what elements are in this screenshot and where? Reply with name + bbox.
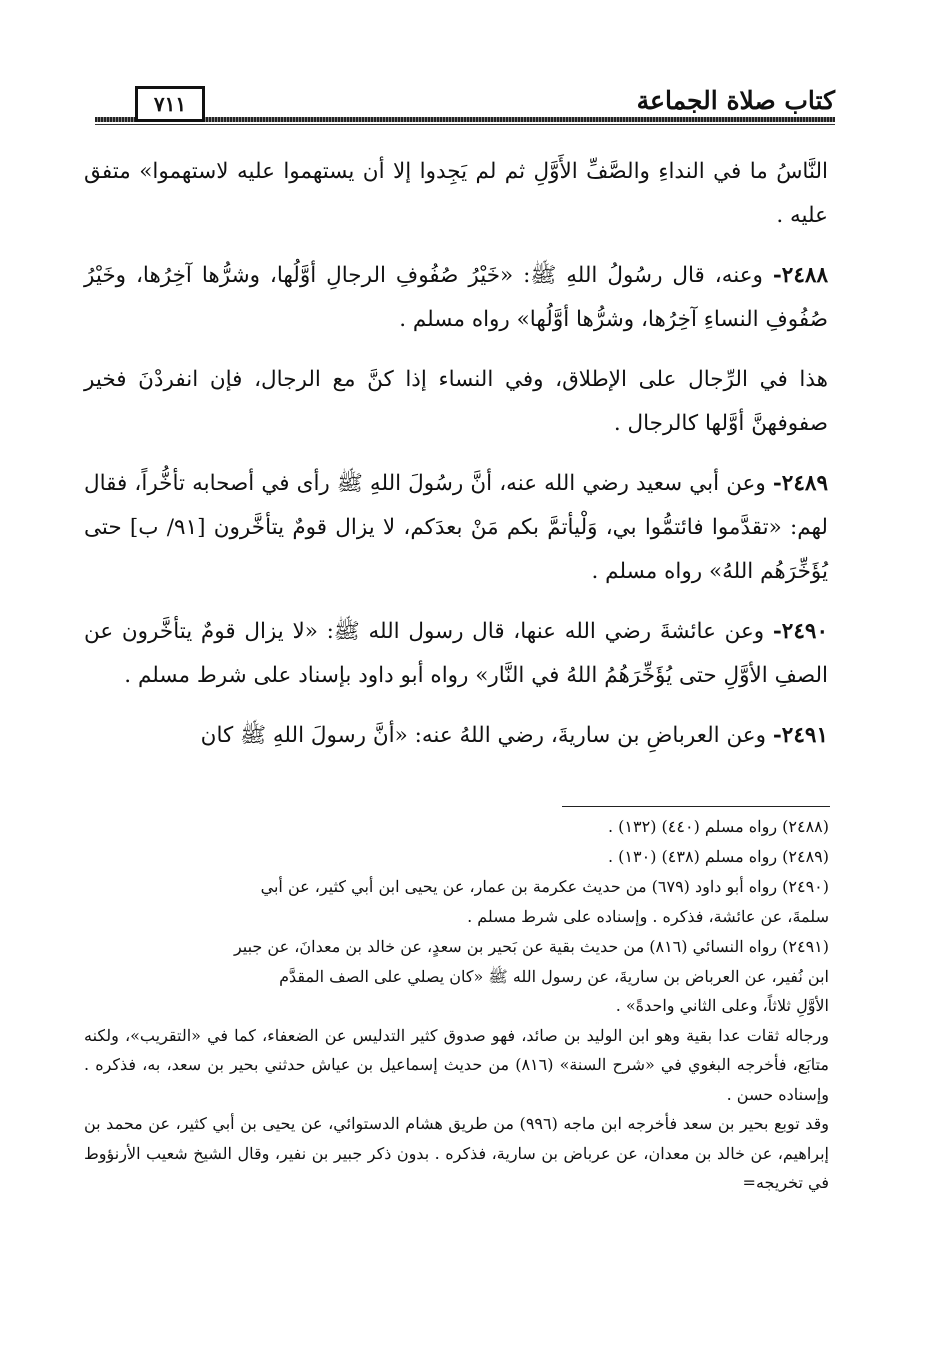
paragraph-2489 (84, 462, 828, 594)
main-text (84, 150, 828, 774)
paragraph-1: النَّاسُ ما في النداءِ والصَّفِّ الأَوَّلِ ثم لم يَجِدوا إلا أن يستهموا عليه لاستهموا» متفق عليه . (84, 159, 828, 228)
footnote-2491-cont-2: الأوَّلِ ثلاثاً، وعلى الثاني واحدةً» . (615, 996, 829, 1015)
footnote-2491-cont-3: ورجاله ثقات عدا بقية وهو ابن الوليد بن صائد، فهو صدوق كثير التدليس عن الضعفاء، كما في «التقريب»، ولكنه متابَع، فأخرجه البغوي في «شرح السنة» (٨١٦) من حديث إسماعيل بن عياش حدثني بحير بن سعد، به، فذكره . وإسناده حسن . (84, 1025, 829, 1104)
footnote-2490: (٢٤٩٠) رواه أبو داود (٦٧٩) من حديث عكرمة بن عمار، عن يحيى ابن أبي كثير، عن أبي (260, 877, 829, 896)
running-header (95, 86, 835, 126)
hadith-text: وعن عائشةَ رضي الله عنها، قال رسول الله ﷺ: «لا يزال قومٌ يتأخَّرون عن الصفِ الأوَّلِ حتى يُؤَخِّرَهُمُ اللهُ في النَّار» رواه أبو داود بإسناد على شرط مسلم . (84, 619, 828, 688)
chapter-title: كتاب صلاة الجماعة (636, 86, 835, 115)
header-rule (95, 117, 835, 122)
hadith-number: ٢٤٨٨- (772, 263, 828, 288)
footnotes (84, 812, 829, 1198)
hadith-number: ٢٤٨٩- (772, 471, 828, 496)
page-number: ٧١١ (135, 86, 205, 122)
footnote-2491-cont-4: وقد توبع بحير بن سعد فأخرجه ابن ماجه (٩٩٦) من طريق هشام الدستوائي، عن يحيى بن أبي كثير، عن محمد بن إبراهيم، عن خالد بن معدان، عن عرباض بن سارية، فذكره . بدون ذكر جبير بن نفير، وقال الشيخ شعيب الأرنؤوط في تخريجه= (84, 1114, 830, 1192)
header-rule-thin (95, 124, 835, 125)
footnote-2491: (٢٤٩١) رواه النسائي (٨١٦) من حديث بقية عن بَحير بن سعدٍ، عن خالد بن معدانَ، عن جبير (233, 936, 829, 956)
hadith-number: ٢٤٩٠- (772, 619, 828, 644)
footnote-2491-cont-1: ابن نُفير، عن العرباض بن ساريةَ، عن رسول الله ﷺ «كان يصلي على الصف المقدَّم (279, 966, 829, 986)
hadith-text: وعن أبي سعيد رضي الله عنه، أنَّ رسُولَ اللهِ ﷺ رأى في أصحابه تأخُّراً، فقال لهم: «تقدَّموا فائتمُّوا بي، وَلْيأتمَّ بكم مَنْ بعدَكم، لا يزال قومٌ يتأخَّرون [٩١/ ب] حتى يُؤَخِّرَهُم اللهُ» رواه مسلم . (84, 471, 828, 584)
paragraph-2491 (84, 714, 828, 758)
paragraph-2488 (84, 254, 828, 342)
hadith-text: وعن العرباضِ بن ساريةَ، رضي اللهُ عنه: «أنَّ رسولَ اللهِ ﷺ كان (200, 723, 773, 748)
hadith-text: وعنه، قال رسُولُ اللهِ ﷺ: «خَيْرُ صُفُوفِ الرجالِ أوَّلُها، وشرُّها آخِرُها، وخَيْرُ صُفُوفِ النساءِ آخِرُها، وشرُّها أوَّلُها» رواه مسلم . (84, 263, 828, 332)
commentary: هذا في الرِّجال على الإطلاق، وفي النساء إذا كنَّ مع الرجال، فإن انفردْنَ فخير صفوفهنَّ أوَّلها كالرجال . (84, 367, 828, 436)
footnote-2488: (٢٤٨٨) رواه مسلم (٤٤٠) (١٣٢) . (608, 817, 829, 836)
hadith-number: ٢٤٩١- (772, 723, 828, 748)
footnote-2490-cont: سلمةَ، عن عائشة، فذكره . وإسناده على شرط مسلم . (467, 907, 829, 926)
paragraph-2490 (84, 610, 828, 698)
footnote-2489: (٢٤٨٩) رواه مسلم (٤٣٨) (١٣٠) . (608, 847, 829, 866)
footnote-separator (562, 806, 830, 807)
